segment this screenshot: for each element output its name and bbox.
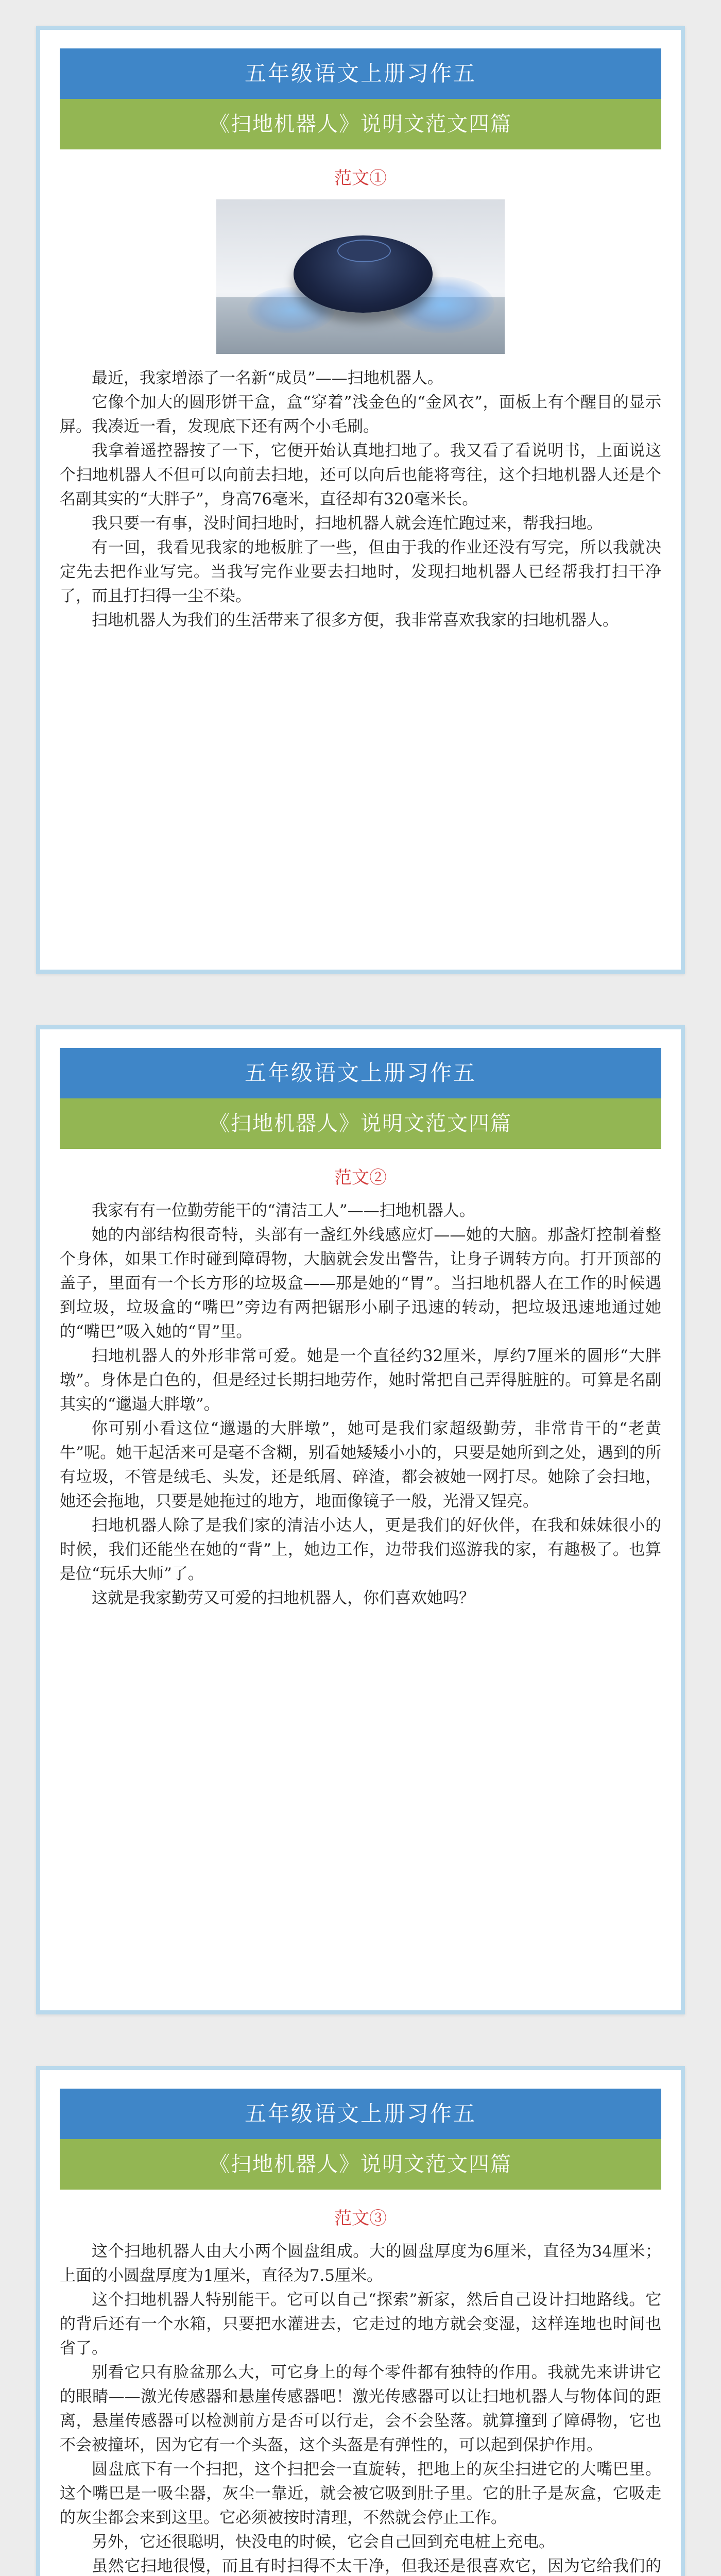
essay-paragraph: 我拿着遥控器按了一下，它便开始认真地扫地了。我又看了看说明书，上面说这个扫地机器人不但可以向前去扫地，还可以向后也能将弯往，这个扫地机器人还是个名副其实的“大胖子”，身高76毫米，直径却有320毫米长。 xyxy=(60,442,661,509)
essay-paragraph: 扫地机器人除了是我们家的清洁小达人，更是我们的好伙伴，在我和妹妹很小的时候，我们还能坐在她的“背”上，她边工作，边带我们巡游我的家，有趣极了。也算是位“玩乐大师”了。 xyxy=(60,1516,661,1583)
essay-paragraph: 扫地机器人为我们的生活带来了很多方便，我非常喜欢我家的扫地机器人。 xyxy=(92,611,619,630)
essay-paragraph: 最近，我家增添了一名新“成员”——扫地机器人。 xyxy=(92,369,443,387)
section-title: 五年级语文上册习作五 xyxy=(60,1048,661,1098)
essay-paragraph: 有一回，我看见我家的地板脏了一些，但由于我的作业还没有写完，所以我就决定先去把作业写完。当我写完作业要去扫地时，发现扫地机器人已经帮我打扫干净了，而且打扫得一尘不染。 xyxy=(60,538,661,605)
essay-paragraph: 她的内部结构很奇特，头部有一盏红外线感应灯——她的大脑。那盏灯控制着整个身体，如果工作时碰到障碍物，大脑就会发出警告，让身子调转方向。打开顶部的盖子，里面有一个长方形的垃圾盒——那是她的“胃”。当扫地机器人在工作的时候遇到垃圾，垃圾盒的“嘴巴”旁边有两把锯形小刷子迅速的转动，把垃圾迅速地通过她的“嘴巴”吸入她的“胃”里。 xyxy=(60,1226,661,1341)
essay-paragraph: 我只要一有事，没时间扫地时，扫地机器人就会连忙跑过来，帮我扫地。 xyxy=(92,514,603,533)
essay-label: 范文③ xyxy=(334,2208,387,2229)
essay-paragraph: 这就是我家勤劳又可爱的扫地机器人，你们喜欢她吗？ xyxy=(92,1589,475,1607)
essay-paragraph: 你可别小看这位“邋遢的大胖墩”，她可是我们家超级勤劳，非常肯干的“老黄牛”呢。她干起活来可是毫不含糊，别看她矮矮小小的，只要是她所到之处，遇到的所有垃圾，不管是绒毛、头发，还是纸屑、碎渣，都会被她一网打尽。她除了会扫地，她还会拖地，只要是她拖过的地方，地面像镜子一般，光滑又锃亮。 xyxy=(60,1419,661,1511)
essay-paragraph: 这个扫地机器人由大小两个圆盘组成。大的圆盘厚度为6厘米，直径为34厘米；上面的小圆盘厚度为1厘米，直径为7.5厘米。 xyxy=(60,2242,661,2285)
essay-paragraph: 这个扫地机器人特别能干。它可以自己“探索”新家，然后自己设计扫地路线。它的背后还有一个水箱，只要把水灌进去，它走过的地方就会变湿，这样连地也时间也省了。 xyxy=(60,2291,661,2358)
essay-card-1 xyxy=(36,26,685,974)
section-subtitle: 《扫地机器人》说明文范文四篇 xyxy=(60,1098,661,1149)
essay-paragraph: 扫地机器人的外形非常可爱。她是一个直径约32厘米，厚约7厘米的圆形“大胖墩”。身体是白色的，但是经过长期扫地劳作，她时常把自己弄得脏脏的。可算是名副其实的“邋遢大胖墩”。 xyxy=(60,1347,661,1414)
essay-paragraph: 虽然它扫地很慢，而且有时扫得不太干净，但我还是很喜欢它，因为它给我们的 xyxy=(92,2557,661,2575)
essay-paragraph: 别看它只有脸盆那么大，可它身上的每个零件都有独特的作用。我就先来讲讲它的眼睛——激光传感器和悬崖传感器吧！激光传感器可以让扫地机器人与物体间的距离，悬崖传感器可以检测前方是否可以行走，会不会坠落。就算撞到了障碍物，它也不会被撞坏，因为它有一个头盔，这个头盔是有弹性的，可以起到保护作用。 xyxy=(60,2363,661,2454)
essay-card-2 xyxy=(36,1025,685,2014)
robot-vacuum-photo xyxy=(216,199,505,354)
essay-paragraph: 它像个加大的圆形饼干盒，盒“穿着”浅金色的“金风衣”，面板上有个醒目的显示屏。我凑近一看，发现底下还有两个小毛刷。 xyxy=(60,393,661,436)
essay-label: 范文① xyxy=(334,168,387,189)
essay-paragraph: 我家有有一位勤劳能干的“清洁工人”——扫地机器人。 xyxy=(92,1201,475,1220)
section-title: 五年级语文上册习作五 xyxy=(60,48,661,99)
essay-label: 范文② xyxy=(334,1167,387,1188)
essay-paragraph: 另外，它还很聪明，快没电的时候，它会自己回到充电桩上充电。 xyxy=(92,2533,555,2551)
essay-card-3 xyxy=(36,2066,685,2576)
essay-paragraph: 圆盘底下有一个扫把，这个扫把会一直旋转，把地上的灰尘扫进它的大嘴巴里。这个嘴巴是一吸尘器，灰尘一靠近，就会被它吸到肚子里。它的肚子是灰盒，它吸走的灰尘都会来到这里。它必须被按时清理，不然就会停止工作。 xyxy=(60,2460,661,2527)
section-subtitle: 《扫地机器人》说明文范文四篇 xyxy=(60,99,661,149)
section-title: 五年级语文上册习作五 xyxy=(60,2089,661,2139)
section-subtitle: 《扫地机器人》说明文范文四篇 xyxy=(60,2139,661,2190)
